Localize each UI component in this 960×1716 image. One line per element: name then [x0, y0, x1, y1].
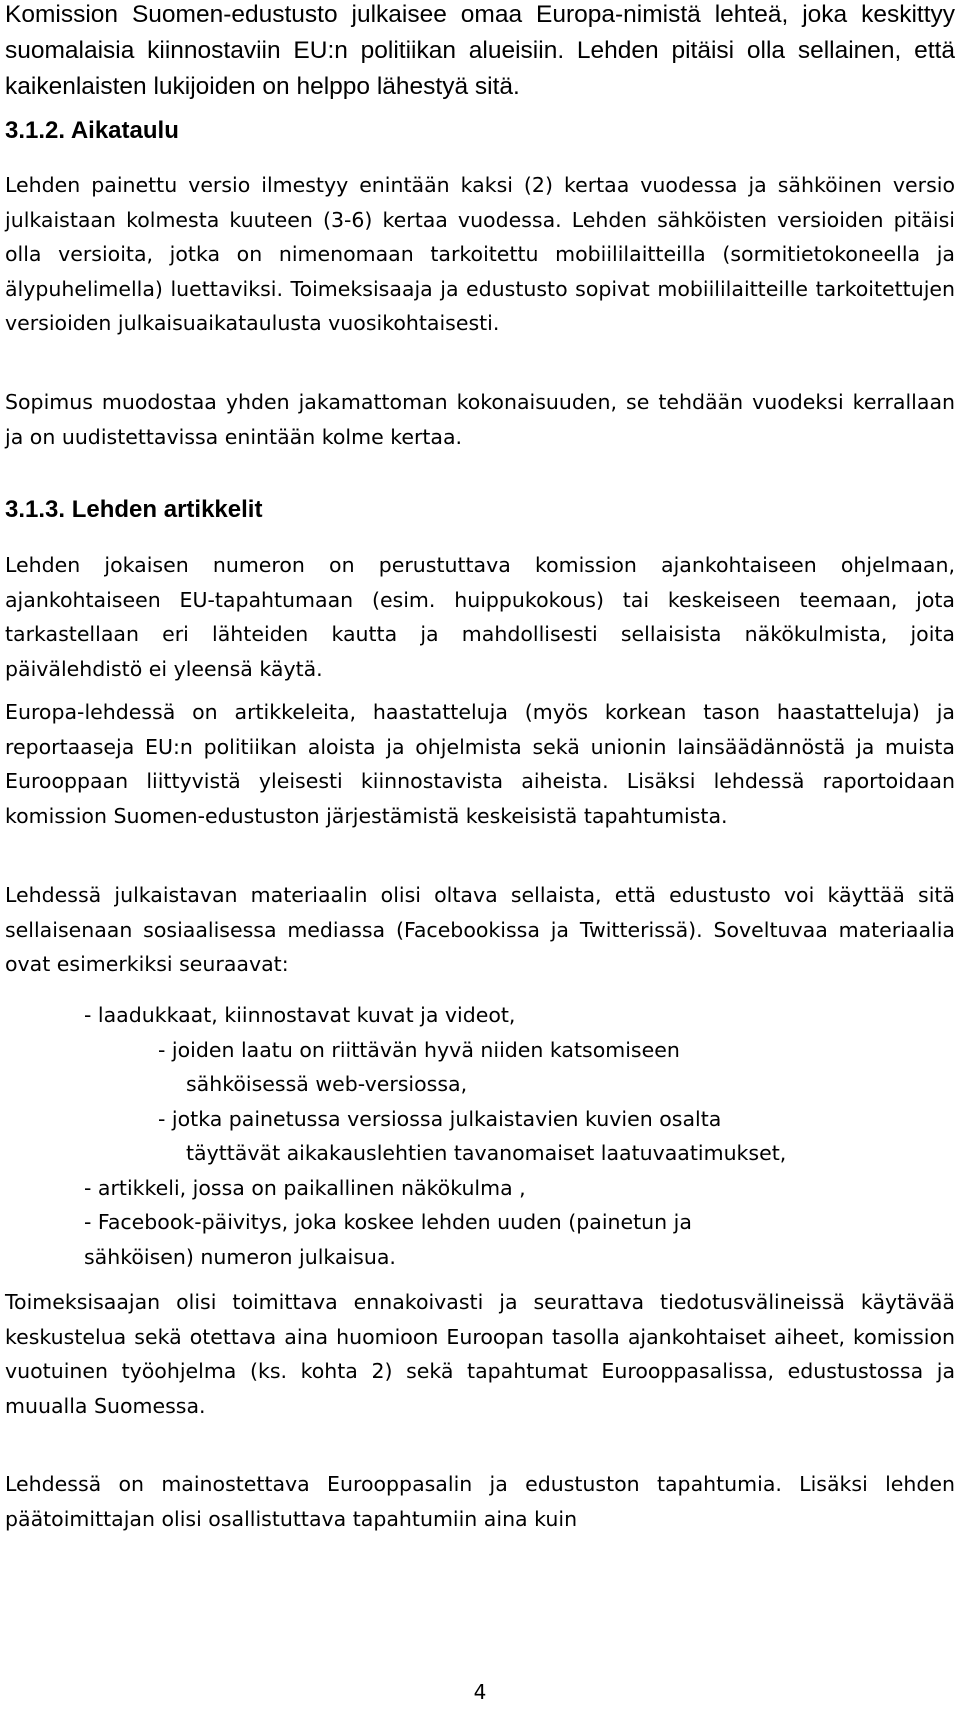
- list-subitem: [5, 1102, 955, 1171]
- aikataulu-paragraph-2: Sopimus muodostaa yhden jakamattoman kokonaisuuden, se tehdään vuodeksi kerrallaan ja on uudistettavissa enintään kolme kertaa.: [5, 390, 955, 449]
- artikkelit-paragraph-2: Europa-lehdessä on artikkeleita, haastatteluja (myös korkean tason haastatteluja) ja reportaaseja EU:n politiikan aloista ja ohjelmista sekä unionin lainsäädännöstä ja muista Eurooppaan liittyvistä yleisesti kiinnostavista aiheista. Lisäksi lehdessä raportoidaan komission Suomen-edustuston järjestämistä keskeisistä tapahtumista.: [5, 700, 955, 828]
- list-item-text: - laadukkaat, kiinnostavat kuvat ja videot,: [84, 1003, 516, 1027]
- list-subitem-text: - joiden laatu on riittävän hyvä niiden katsomiseen: [158, 1037, 680, 1062]
- list-item-text: - artikkeli, jossa on paikallinen näkökulma ,: [84, 1175, 526, 1200]
- list-item-text-continued: sähköisen) numeron julkaisua.: [84, 1244, 396, 1269]
- artikkelit-paragraph-1: Lehden jokaisen numeron on perustuttava komission ajankohtaiseen ohjelmaan, ajankohtaiseen EU-tapahtumaan (esim. huippukokous) tai keskeiseen teemaan, jota tarkastellaan eri lähteiden kautta ja mahdollisesti sellaisista näkökulmista, joita päivälehdistö ei yleensä käytä.: [5, 553, 955, 681]
- section-heading-aikataulu: 3.1.2. Aikataulu: [5, 117, 179, 144]
- list-subitem: [5, 1033, 955, 1102]
- list-item: [5, 998, 955, 1033]
- list-subitem-text-continued: sähköisessä web-versiossa,: [186, 1072, 468, 1096]
- list-subitem-text: - jotka painetussa versiossa julkaistavien kuvien osalta: [158, 1106, 722, 1131]
- artikkelit-paragraph-3: Lehdessä julkaistavan materiaalin olisi oltava sellaista, että edustusto voi käyttää sitä sellaisenaan sosiaalisessa mediassa (Facebookissa ja Twitterissä). Soveltuvaa materiaalia ovat esimerkiksi seuraavat:: [5, 883, 955, 976]
- list-subitem-text-continued: täyttävät aikakauslehtien tavanomaiset laatuvaatimukset,: [186, 1141, 787, 1165]
- list-item: [5, 1205, 955, 1274]
- intro-paragraph: Komission Suomen-edustusto julkaisee omaa Europa-nimistä lehteä, joka keskittyy suomalaisia kiinnostaviin EU:n politiikan alueisiin. Lehden pitäisi olla sellainen, että kaikenlaisten lukijoiden on helppo lähestyä sitä.: [5, 1, 955, 100]
- aikataulu-paragraph-1: Lehden painettu versio ilmestyy enintään kaksi (2) kertaa vuodessa ja sähköinen versio julkaistaan kolmesta kuuteen (3-6) kertaa vuodessa. Lehden sähköisten versioiden pitäisi olla versioita, jotka on nimenomaan tarkoitettu mobiililaitteilla (sormitietokoneella ja älypuhelimella) luettaviksi. Toimeksisaaja ja edustusto sopivat mobiililaitteille tarkoitettujen versioiden julkaisuaikataulusta vuosikohtaisesti.: [5, 173, 955, 335]
- artikkelit-paragraph-4: Toimeksisaajan olisi toimittava ennakoivasti ja seurattava tiedotusvälineissä käytävää keskustelua sekä otettava aina huomioon Euroopan tasolla ajankohtaiset aiheet, komission vuotuinen työohjelma (ks. kohta 2) sekä tapahtumat Eurooppasalissa, edustustossa ja muualla Suomessa.: [5, 1290, 955, 1418]
- list-item: [5, 1171, 955, 1206]
- section-heading-artikkelit: 3.1.3. Lehden artikkelit: [5, 496, 263, 523]
- page-number: 4: [473, 1680, 487, 1704]
- list-item-text: - Facebook-päivitys, joka koskee lehden uuden (painetun ja: [84, 1210, 692, 1234]
- materials-list: [5, 998, 955, 1274]
- artikkelit-paragraph-5: Lehdessä on mainostettava Eurooppasalin ja edustuston tapahtumia. Lisäksi lehden päätoimittajan olisi osallistuttava tapahtumiin aina kuin: [5, 1472, 955, 1531]
